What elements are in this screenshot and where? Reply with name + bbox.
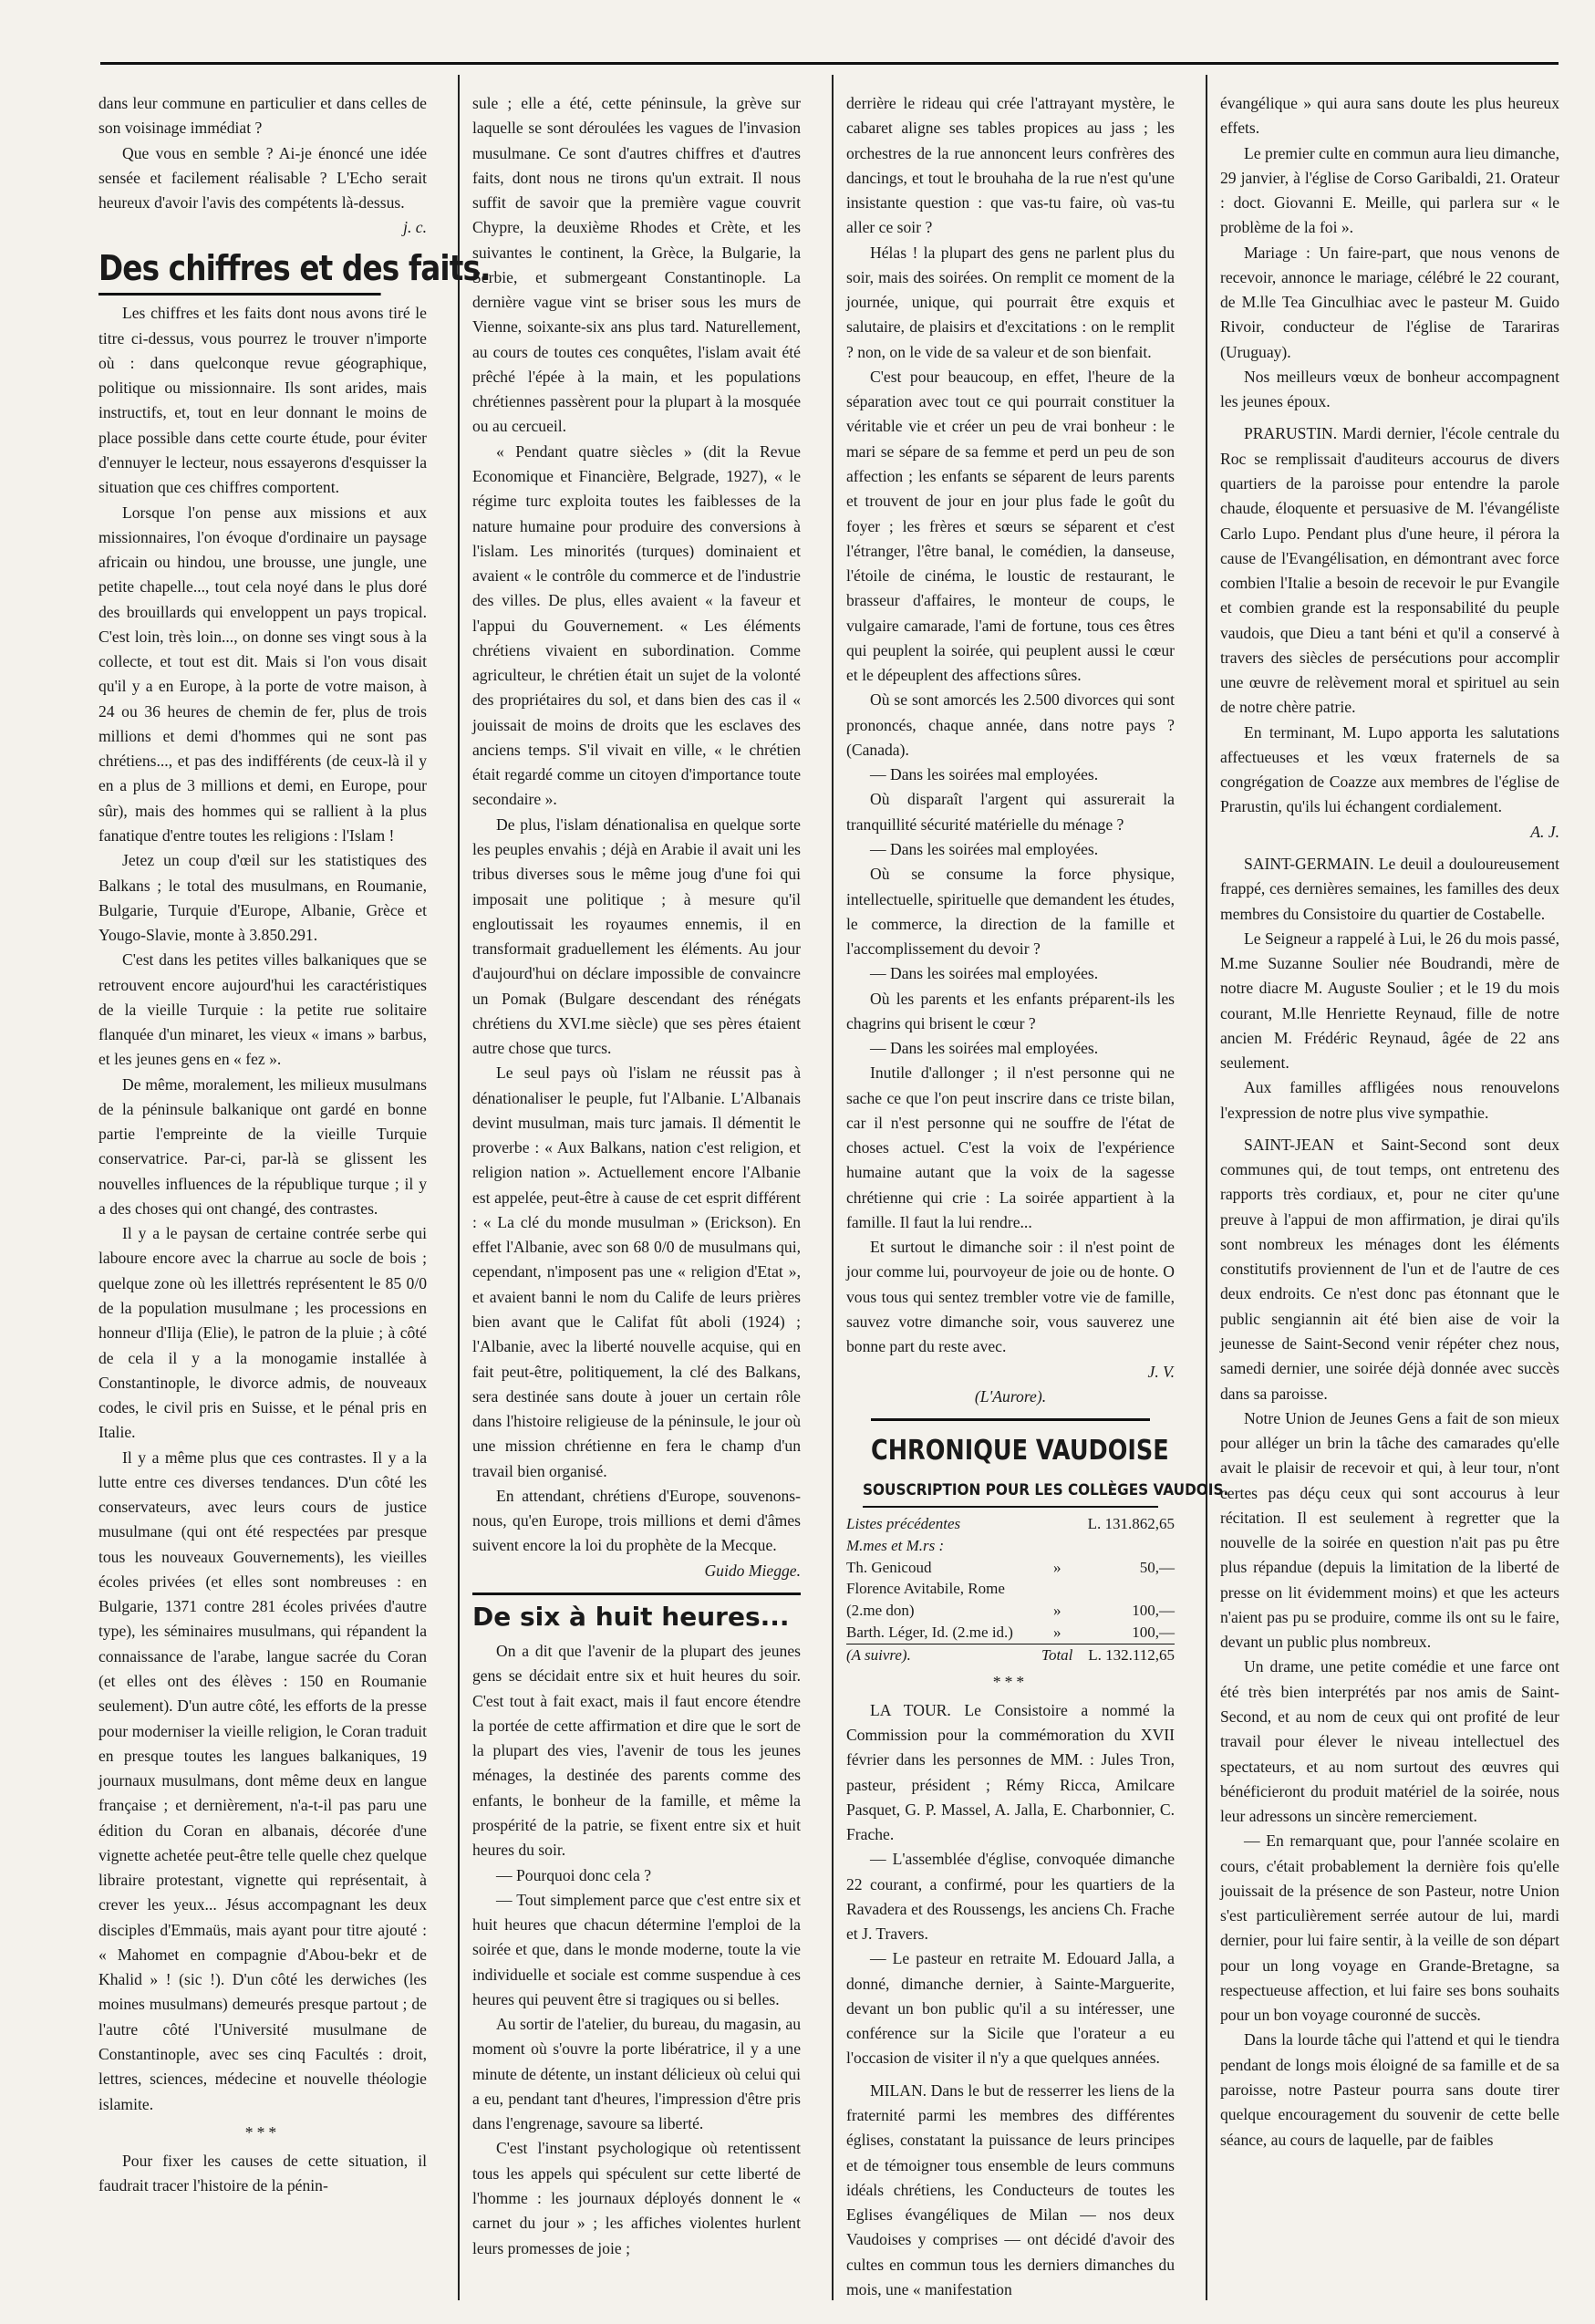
donor-amount: 100,— (1132, 1623, 1175, 1641)
paragraph: Notre Union de Jeunes Gens a fait de son mieux pour alléger un brin la tâche des camarades qu'elle avait le plaisir de recevoir et qui, à leur tour, n'ont certes pas déçu ceux qui sont accourus à leur récitation. Il est seulement à regretter que la nouvelle de la soirée en question n'ait pas pu être plus répandue (depuis la limitation de la liberté de presse on lit évidemment moins) et que les acteurs n'aient pas pu se produire, comme ils ont su le faire, devant un public plus nombreux. (1220, 1408, 1559, 1652)
section-separator: *** (244, 2122, 281, 2142)
paragraph: Pour fixer les causes de cette situation, il faudrait tracer l'histoire de la pénin- (98, 2152, 427, 2195)
paragraph: sule ; elle a été, cette péninsule, la grève sur laquelle se sont déroulées les vagues de l'invasion musulmane. Ce sont d'autres chiffres et d'autres faits, dont nous ne tirons qu'un extrait. Il nous suffit de savoir que la première vague couvrit Chypre, la deuxième Rhodes et Crète, et les suivantes le continent, la Grèce, la Bulgarie, la Serbie, et submergeant Constantinople. La dernière vague vint se briser sous les murs de Vienne, soixante-six ans plus tard. Naturellement, au cours de toutes ces conquêtes, l'islam avait été prêché l'épée à la main, et les populations chrétiennes passèrent pour la plupart à la mosquée ou au cercueil. (472, 94, 801, 436)
paragraph: derrière le rideau qui crée l'attrayant mystère, le cabaret aligne ses tables propices au jass ; les orchestres de la rue annoncent leurs confrères des dancings, et tout le brouhaha de la rue n'est qu'une insistante question : que vas-tu faire, où vas-tu aller ce soir ? (846, 94, 1175, 237)
donor-name: Th. Genicoud (846, 1558, 932, 1576)
paragraph: Où se consume la force physique, intellectuelle, spirituelle que demandent les études, le commerce, la direction de la famille et l'accomplissement du devoir ? (846, 865, 1175, 959)
prev-amount: L. 131.862,65 (1087, 1514, 1175, 1532)
table-row (846, 1557, 1175, 1579)
paragraph: Le premier culte en commun aura lieu dimanche, 29 janvier, à l'église de Corso Garibaldi, 21. Orateur : doct. Giovanni E. Meille, qui parlera sur « le problème de la foi ». (1220, 143, 1559, 237)
paragraph: SAINT-GERMAIN. Le deuil a douloureusement frappé, ces dernières semaines, les familles des deux membres du Consistoire du quartier de Costabelle. (1220, 854, 1559, 923)
paragraph: Et surtout le dimanche soir : il n'est point de jour comme lui, pourvoyeur de joie ou de honte. O vous tous qui sentez trembler votre vie de famille, sauvez votre dimanche soir, vous sauverez une bonne part du reste avec. (846, 1238, 1175, 1356)
donor-name: Barth. Léger, Id. (2.me id.) (846, 1623, 1013, 1641)
paragraph: Le Seigneur a rappelé à Lui, le 26 du mois passé, M.me Suzanne Soulier née Boudrandi, mère de notre diacre M. Auguste Soulier ; et le 19 du mois courant, M.lle Henriette Reynaud, fille de notre ancien M. Frédéric Reynaud, âgée de 22 ans seulement. (1220, 929, 1559, 1073)
paragraph: — Pourquoi donc cela ? (496, 1865, 652, 1884)
paragraph: En attendant, chrétiens d'Europe, souvenons-nous, qu'en Europe, trois millions et demi d'âmes suivent encore la loi du prophète de la Mecque. (472, 1486, 801, 1555)
paragraph: Un drame, une petite comédie et une farce ont été très bien interprétés par nos amis de Saint-Second, et au nom de ceux qui ont profité de leur travail pour élever le niveau intellectuel des spectateurs, et au nom surtout des œuvres qui bénéficieront du produit matériel de la soirée, nous leur adressons un sincère remerciement. (1220, 1657, 1559, 1826)
paragraph: Où disparaît l'argent qui assurerait la tranquillité sécurité matérielle du ménage ? (846, 790, 1175, 834)
column-4 (1220, 91, 1559, 2298)
paragraph: Où se sont amorcés les 2.500 divorces qui sont prononcés, chaque année, dans notre pays ? (Canada). (846, 690, 1175, 759)
paragraph: Hélas ! la plupart des gens ne parlent plus du soir, mais des soirées. On remplit ce moment de la journée, unique, qui pourrait être exquis et salutaire, de plaisirs et d'excitations : on le remplit ? non, on le vide de sa valeur et de son bienfait. (846, 243, 1175, 361)
paragraph: évangélique » qui aura sans doute les plus heureux effets. (1220, 94, 1559, 138)
ditto-mark (1041, 1578, 1072, 1600)
paragraph: SAINT-JEAN et Saint-Second sont deux communes qui, de tout temps, ont entretenu des rapports très cordiaux, et, pour ne citer qu'une preuve à l'appui de mon affirmation, je dirai qu'ils sont nombreux les ménages dont les éléments constitutifs proviennent de l'un et de l'autre de ces deux endroits. Ce n'est donc pas étonnant que le public sengiannin ait été bien aise de voir la jeunesse de Saint-Second venir répéter chez nous, samedi dernier, une soirée déjà donnée avec succès dans sa paroisse. (1220, 1135, 1559, 1403)
column-1 (98, 91, 491, 2298)
paragraph: « Pendant quatre siècles » (dit la Revue Economique et Financière, Belgrade, 1927), « le régime turc exploita toutes les faiblesses de la nature humaine pour produire des conversions à l'islam. Les minorités (turques) dominaient et avaient « le contrôle du commerce et de l'industrie des villes. De plus, elles avaient « la faveur et l'appui du Gouvernement. « Les éléments chrétiens vivaient en subordination. Comme agriculteur, le chrétien était un sujet de la volonté des propriétaires du sol, et dans bien des cas il « jouissait de moins de droits que les esclaves des anciens temps. S'il vivait en ville, « le chrétien était regardé comme un citoyen d'importance toute secondaire ». (472, 441, 801, 809)
signature: j. c. (403, 218, 427, 237)
paragraph: Les chiffres et les faits dont nous avons tiré le titre ci-dessus, vous pourrez le trouver n'importe où : dans quelconque revue géographique, politique ou missionnaire. Ils sont arides, mais instructifs, et, tout en leur donnant le moins de place possible dans cette courte étude, pour éviter d'ennuyer le lecteur, nous essayerons d'esquisser la situation que ces chiffres comportent. (98, 304, 427, 497)
donor-amount: 50,— (1139, 1558, 1175, 1576)
paragraph: Nos meilleurs vœux de bonheur accompagnent les jeunes époux. (1220, 367, 1559, 411)
total-amount: L. 132.112,65 (1072, 1644, 1175, 1665)
table-row (846, 1600, 1175, 1622)
intro-paragraph: Que vous en semble ? Ai-je énoncé une idée sensée et facilement réalisable ? L'Echo serait heureux d'avoir l'avis des compétents là-dessus. (98, 143, 427, 213)
intro-paragraph: dans leur commune en particulier et dans celles de son voisinage immédiat ? (98, 94, 427, 138)
ditto-mark: » (1052, 1558, 1062, 1576)
article-body (98, 301, 427, 2116)
paragraph: — En remarquant que, pour l'année scolaire en cours, c'était probablement la dernière fois qu'elle jouissait de la présence de son Pasteur, notre Union s'est particulièrement serrée autour de lui, mardi dernier, pour lui faire sentir, à la veille de son départ pour un long voyage en Grande-Bretagne, sa respectueuse affection, et lui faire ses bons souhaits pour un bon voyage couronné de succès. (1220, 1831, 1559, 2025)
paragraph: Mariage : Un faire-part, que nous venons de recevoir, annonce le mariage, célébré le 22 courant, de M.lle Tea Ginculhiac avec le pasteur M. Guido Rivoir, conducteur de l'église de Tarariras (Uruguay). (1220, 243, 1559, 361)
section-title: CHRONIQUE VAUDOISE (871, 1418, 1150, 1473)
paragraph: Inutile d'allonger ; il n'est personne qui ne sache ce que l'on peut inscrire dans ce triste bilan, car il n'est personne qui ne souffre de l'état de choses actuel. C'est la voix de l'expérience humaine autant que la voix de la sagesse chrétienne qui crie : La soirée appartient à la famille. Il faut la lui rendre... (846, 1063, 1175, 1231)
signature: J. V. (1147, 1362, 1175, 1381)
top-rule (100, 62, 1559, 65)
paragraph: LA TOUR. Le Consistoire a nommé la Commission pour la commémoration du XVII février dans les personnes de MM. : Jules Tron, pasteur, président ; Rémy Ricca, Amilcare Pasquet, G. P. Massel, A. Jalla, E. Charbonnier, C. Frache. (846, 1700, 1175, 1844)
paragraph: De plus, l'islam dénationalisa en quelque sorte les peuples envahis ; déjà en Arabie il avait uni les tribus diverses sous le même joug d'une foi qui imposait une politique ; à mesure qu'il engloutissait les royaumes ennemis, il en transformait graduellement les éléments. Au jour d'aujourd'hui on déclare impossible de convaincre un Pomak (Bulgare descendant des rénégats chrétiens du XVI.me siècle) que ses pères étaient autre chose que turcs. (472, 814, 801, 1058)
donor-name: (2.me don) (846, 1602, 915, 1620)
donor-amount: 100,— (1132, 1602, 1175, 1620)
column-divider (832, 75, 834, 2300)
paragraph: — Tout simplement parce que c'est entre six et huit heures que chacun détermine l'emploi de la soirée et que, dans le monde moderne, toute la vie individuelle et sociale est comme suspendue à ces heures qui peuvent être si tragiques ou si belles. (472, 1890, 801, 2008)
paragraph: Au sortir de l'atelier, du bureau, du magasin, au moment où s'ouvre la porte libératrice, il y a une minute de détente, un instant délicieux où celui qui a eu, pendant tant d'heures, l'impression d'être pris dans l'engrenage, savoure sa liberté. (472, 2015, 801, 2133)
table-row (846, 1622, 1175, 1644)
paragraph: — L'assemblée d'église, convoquée dimanche 22 courant, a confirmé, pour les quartiers de la Ravadera et des Roussengs, les anciens Ch. Frache et J. Travers. (846, 1850, 1175, 1944)
paragraph: On a dit que l'avenir de la plupart des jeunes gens se décidait entre six et huit heures du soir. C'est tout à fait exact, mais il faut encore étendre la portée de cette affirmation et dire que le sort de la plupart des vies, l'avenir de tous les jeunes ménages, la destinée des parents comme des enfants, le bonheur de la famille, et même la prospérité de la patrie, se fixent entre six et huit heures du soir. (472, 1642, 801, 1860)
paragraph: MILAN. Dans le but de resserrer les liens de la fraternité parmi les membres des différentes églises, constatant la puissance de leurs principes et de témoigner tous ensemble de leurs communs idéals chrétiens, les Conducteurs de toutes les Eglises évangéliques de Milan — nos deux Vaudoises y comprises — ont décidé d'avoir des cultes en commun tous les derniers dimanches du mois, une « manifestation (846, 2080, 1175, 2298)
subscription-table (846, 1513, 1175, 1666)
follow-note: (A suivre). (846, 1644, 1041, 1665)
donor-amount (1072, 1578, 1175, 1600)
paragraph: De même, moralement, les milieux musulmans de la péninsule balkanique ont gardé en bonne partie l'empreinte de la vieille Turquie conservatrice. Par-ci, par-là se glissent les nouvelles influences de la république turque ; il y a des choses qui ont changé, des contrastes. (98, 1074, 427, 1218)
prev-label: Listes précédentes (846, 1514, 961, 1532)
paragraph: Il y a le paysan de certaine contrée serbe qui laboure encore avec la charrue au socle de bois ; quelque zone où les illettrés représentent le 85 0/0 de la population musulmane ; les processions en honneur d'Ilija (Elie), le patron de la pluie ; à côté de cela il y a la monogamie installée à Constantinople, le divorce admis, de nouveaux codes, le civil pris en Suisse, et le pénal pris en Italie. (98, 1224, 427, 1442)
paragraph: C'est dans les petites villes balkaniques que se retrouvent encore aujourd'hui les caractéristiques de la vieille Turquie : la petite rue solitaire flanquée d'un minaret, les vieux « imans » barbus, et les jeunes gens en « fez ». (98, 950, 427, 1069)
donor-name: Florence Avitabile, Rome (846, 1580, 1005, 1598)
subscription-title: SOUSCRIPTION POUR LES COLLÈGES VAUDOIS. (863, 1478, 1158, 1508)
paragraph: — Dans les soirées mal employées. (870, 765, 1099, 784)
paragraph: Dans la lourde tâche qui l'attend et qui le tiendra pendant de longs mois éloigné de sa famille et de sa paroisse, notre Pasteur pourra sans doute tirer quelque encouragement du souvenir de cette belle séance, au cours de laquelle, par de faibles (1220, 2030, 1559, 2149)
total-row (846, 1644, 1175, 1665)
section-separator: *** (992, 1672, 1029, 1691)
column-divider (1206, 75, 1207, 2300)
paragraph: — Dans les soirées mal employées. (870, 839, 1099, 858)
signature: Guido Miegge. (704, 1561, 801, 1580)
source-credit: (L'Aurore). (974, 1386, 1047, 1406)
table-row (846, 1513, 1175, 1535)
paragraph: — Le pasteur en retraite M. Edouard Jalla, a donné, dimanche dernier, à Sainte-Marguerite, devant un bon public qu'il a su intéresser, une conférence sur la Sicile que l'orateur a eu l'occasion de visiter il n'y a que quelques années. (846, 1949, 1175, 2068)
paragraph: Le seul pays où l'islam ne réussit pas à dénationaliser le peuple, fut l'Albanie. L'Albanais devint musulman, mais turc jamais. Il démentit le proverbe : « Aux Balkans, nation c'est religion, et religion nation ». Actuellement encore l'Albanie est appelée, peut-être à cause de cet esprit différent : « La clé du monde musulman » (Erickson). En effet l'Albanie, avec son 68 0/0 de musulmans qui, cependant, n'imposent pas une « religion d'Etat », et avaient banni le nom du Calife de leurs prières bien avant que le Califat fût aboli (1924) ; l'Albanie, avec la liberté nouvelle acquise, qui en fait peut-être, politiquement, la clé des Balkans, sera destinée sans doute à jouer un certain rôle dans l'histoire religieuse de la péninsule, le jour où une mission chrétienne en fera le champ d'un travail bien organisé. (472, 1063, 801, 1480)
ditto-mark: » (1052, 1623, 1062, 1641)
paragraph: Où les parents et les enfants préparent-ils les chagrins qui brisent le cœur ? (846, 989, 1175, 1032)
paragraph: En terminant, M. Lupo apporta les salutations affectueuses et les vœux fraternels de sa congrégation de Coazze aux membres de l'église de Prarustin, qu'ils lui échangent cordialement. (1220, 722, 1559, 816)
table-row (846, 1535, 1175, 1557)
paragraph: C'est l'instant psychologique où retentissent tous les appels qui spéculent sur cette liberté de l'homme : les journaux déployés donnent le « carnet du jour » ; les affiches violentes hurlent leurs promesses de joie ; (472, 2139, 801, 2257)
total-label: Total (1041, 1644, 1072, 1665)
ditto-mark: » (1052, 1602, 1062, 1620)
signature: A. J. (1530, 822, 1559, 841)
paragraph: Jetez un coup d'œil sur les statistiques des Balkans ; le total des musulmans, en Roumanie, Bulgarie, Turquie d'Europe, Albanie, Grèce et Yougo-Slavie, monte à 3.850.291. (98, 851, 427, 945)
paragraph: Aux familles affligées nous renouvelons l'expression de notre plus vive sympathie. (1220, 1078, 1559, 1122)
paragraph: — Dans les soirées mal employées. (870, 1039, 1099, 1058)
donors-header: M.mes et M.rs : (846, 1536, 945, 1554)
column-3 (846, 91, 1229, 2298)
paragraph: — Dans les soirées mal employées. (870, 964, 1099, 983)
column-divider (458, 75, 460, 2300)
paragraph: Lorsque l'on pense aux missions et aux missionnaires, l'on évoque d'ordinaire un paysage africain ou hindou, une brousse, une jungle, une petite chapelle..., tout cela noyé dans le plus doré des brouillards qui enveloppent un pays tropical. C'est loin, très loin..., on donne ses vingt sous à la collecte, et tout est dit. Mais si l'on vous disait qu'il y a en Europe, à la porte de votre maison, à 24 ou 36 heures de chemin de fer, plus de trois millions et demi d'hommes qui ne sont pas chrétiens..., et pas des indifférents (de ceux-là il y en a plus de 3 millions et demi, en Europe, pour sûr), mais des hommes qui se rallient à la plus fanatique d'entre toutes les religions : l'Islam ! (98, 503, 427, 845)
article-title: Des chiffres et des faits. (98, 250, 381, 296)
paragraph: Il y a même plus que ces contrastes. Il y a la lutte entre ces diverses tendances. D'un côté les conservateurs, avec leurs cours de justice musulmane (qui ont été respectées par presque tous les nouveaux Gouvernements), les vieilles écoles privées (et elles sont nombreuses : en Bulgarie, 1371 contre 281 écoles privées d'autre type), les séminaires musulmans, qui répandent la connaissance de l'arabe, langue sacrée du Coran (et elles ont des élèves : 150 en Roumanie seulement). D'un autre côté, les efforts de la presse pour moderniser la vieille religion, le Coran traduit en presque toutes les langues balkaniques, 19 journaux musulmans, dont même deux en langue française ; et dernièrement, n'a-t-il pas paru une édition du Coran en albanais, décorée d'une vignette achetée peut-être telle quelle chez quelque libraire protestant, vignette qui représentait, à crever les yeux... Jésus accompagnant les deux disciples d'Emmaüs, mais ayant pour titre ajouté : « Mahomet en compagnie d'Abou-bekr et de Khalid » ! (sic !). D'un côté les derwiches (les moines musulmans) demeurés presque partout ; de l'autre côté l'Université musulmane de Constantinople, avec ses cinq Facultés : droit, lettres, sciences, médecine et nouvelle théologie islamite. (98, 1447, 427, 2113)
article-title: De six à huit heures... (472, 1593, 801, 1632)
paragraph: C'est pour beaucoup, en effet, l'heure de la séparation avec tout ce qui pourrait constituer la véritable vie et créer un peu de vrai bonheur : le mari se sépare de sa femme et perd un peu de son affection ; les enfants se séparent de leurs parents et trouvent de jour en jour plus fade le goût du foyer ; les frères et sœurs se séparent et c'est l'étranger, l'être banal, le comédien, la danseuse, l'étoile de cinéma, le loustic de restaurant, le brasseur d'affaires, le monteur de coups, le vulgaire camarade, l'ami de fortune, tous ces êtres qui peuplent la soirée, qui peuplent aussi le cœur et le dépeuplent des affections sûres. (846, 367, 1175, 685)
table-row (846, 1578, 1175, 1600)
column-2 (472, 91, 801, 2298)
paragraph: PRARUSTIN. Mardi dernier, l'école centrale du Roc se remplissait d'auditeurs accourus de divers quartiers de la paroisse pour entendre la parole chaude, éloquente et persuasive de M. l'évangéliste Carlo Lupo. Pendant plus d'une heure, il pérora la cause de l'Evangélisation, en démontrant avec force combien l'Italie a besoin de recevoir le pur Evangile et combien grande est la responsabilité du peuple vaudois, que Dieu a tant béni et qu'il a conservé à travers des siècles de persécutions pour accomplir une œuvre de relèvement moral et spirituel au sein de notre chère patrie. (1220, 424, 1559, 717)
